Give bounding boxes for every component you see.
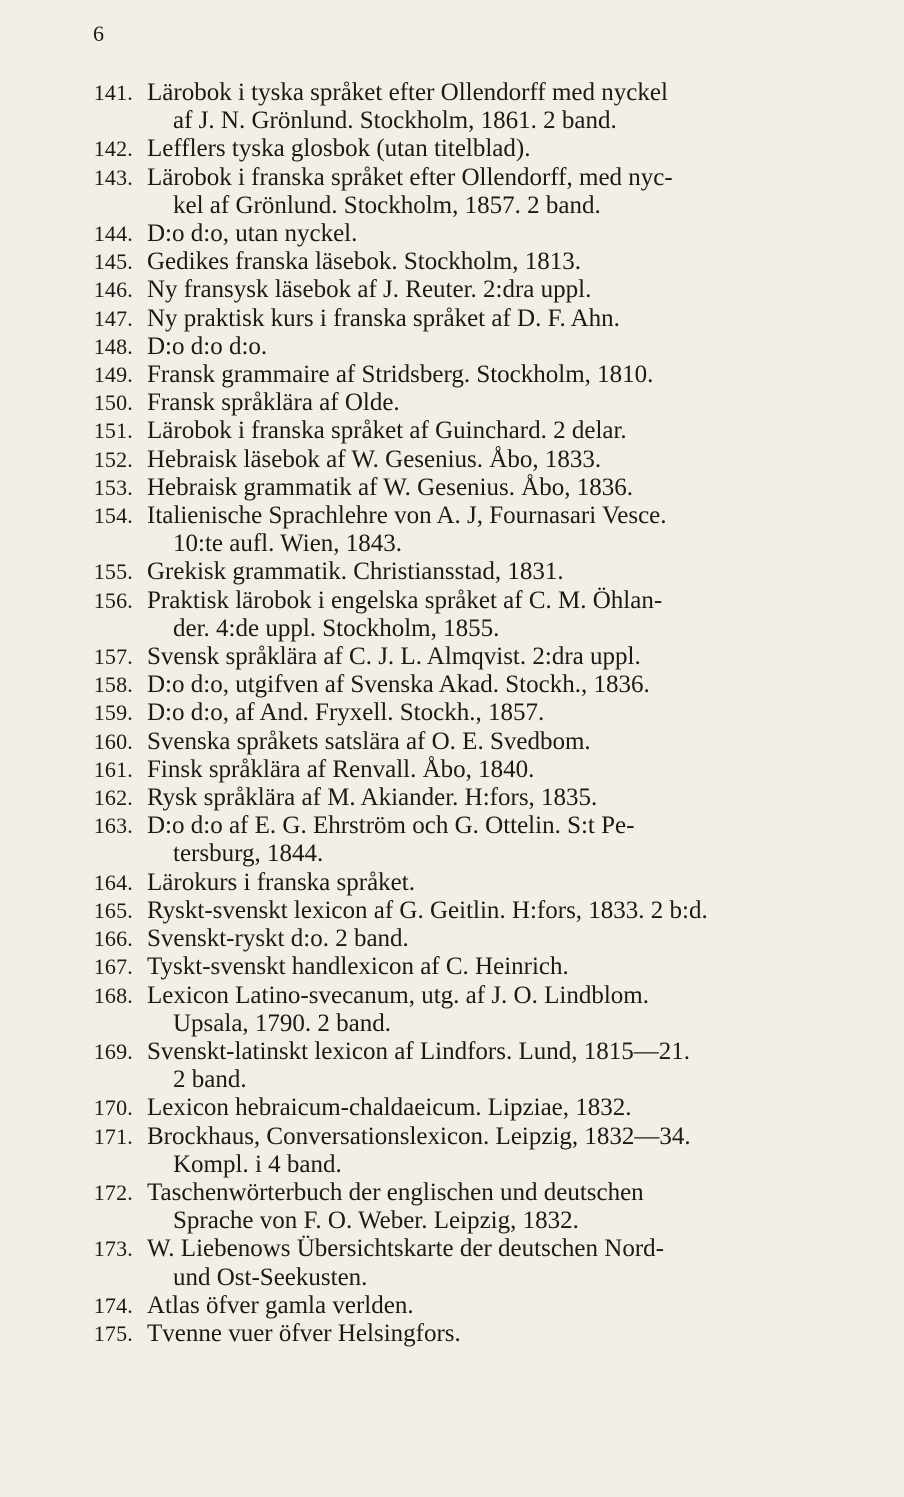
catalog-entry [68, 671, 828, 699]
entry-number: 156. [93, 587, 133, 613]
entry-line: Praktisk lärobok i engelska språket af C. M. Öhlan- [147, 586, 663, 614]
catalog-entry [68, 248, 828, 276]
catalog-entry [68, 79, 828, 135]
entry-number: 170. [93, 1095, 133, 1121]
entry-text [147, 446, 828, 474]
entry-line: Rysk språklära af M. Akiander. H:fors, 1835. [147, 784, 598, 812]
entry-line: Lefflers tyska glosbok (utan titelblad). [147, 135, 531, 163]
entry-number: 160. [93, 728, 133, 754]
entry-number: 163. [93, 813, 133, 839]
entry-text [147, 79, 828, 135]
entry-line: D:o d:o, af And. Fryxell. Stockh., 1857. [147, 699, 545, 727]
entry-line: Brockhaus, Conversationslexicon. Leipzig, 1832—34. [147, 1122, 691, 1150]
entry-text [147, 276, 828, 304]
catalog-entry [68, 276, 828, 304]
entry-text [147, 474, 828, 502]
catalog-entry [68, 1320, 828, 1348]
catalog-entry [68, 1292, 828, 1320]
entry-number: 145. [93, 249, 133, 275]
entry-continuation-line: tersburg, 1844. [173, 840, 324, 868]
entry-continuation-line: Sprache von F. O. Weber. Leipzig, 1832. [173, 1207, 579, 1235]
entry-line: Fransk grammaire af Stridsberg. Stockholm, 1810. [147, 361, 654, 389]
catalog-entry [68, 1038, 828, 1094]
entry-line: Italienische Sprachlehre von A. J, Fournasari Vesce. [147, 502, 667, 530]
entry-line: Finsk språklära af Renvall. Åbo, 1840. [147, 755, 535, 783]
catalog-entry [68, 164, 828, 220]
entry-continuation-line: af J. N. Grönlund. Stockholm, 1861. 2 band. [173, 107, 617, 135]
entry-number: 175. [93, 1320, 133, 1346]
entry-text [147, 1235, 828, 1291]
entry-text [147, 1038, 828, 1094]
entry-line: Grekisk grammatik. Christiansstad, 1831. [147, 558, 564, 586]
entry-line: Hebraisk läsebok af W. Gesenius. Åbo, 1833. [147, 445, 602, 473]
entry-number: 162. [93, 785, 133, 811]
catalog-entry [68, 643, 828, 671]
entry-text [147, 135, 828, 163]
entry-number: 171. [93, 1123, 133, 1149]
entry-text [147, 361, 828, 389]
entry-number: 158. [93, 672, 133, 698]
entry-line: Lexicon Latino-svecanum, utg. af J. O. Lindblom. [147, 981, 649, 1009]
entry-line: D:o d:o af E. G. Ehrström och G. Ottelin. S:t Pe- [147, 812, 635, 840]
entry-number: 144. [93, 221, 133, 247]
entry-number: 167. [93, 954, 133, 980]
entry-number: 142. [93, 136, 133, 162]
catalog-entry [68, 135, 828, 163]
entry-number: 173. [93, 1236, 133, 1262]
entry-text [147, 164, 828, 220]
catalog-entry [68, 474, 828, 502]
entry-continuation-line: kel af Grönlund. Stockholm, 1857. 2 band. [173, 191, 601, 219]
entry-text [147, 220, 828, 248]
entry-continuation-line: 10:te aufl. Wien, 1843. [173, 530, 403, 558]
entry-number: 149. [93, 362, 133, 388]
entry-text [147, 502, 828, 558]
entry-number: 161. [93, 756, 133, 782]
catalog-entry [68, 333, 828, 361]
entry-line: Lärobok i franska språket af Guinchard. 2 delar. [147, 417, 627, 445]
entry-text [147, 869, 828, 897]
entry-line: Lexicon hebraicum-chaldaeicum. Lipziae, 1832. [147, 1094, 632, 1122]
entry-text [147, 389, 828, 417]
entry-text [147, 699, 828, 727]
entry-text [147, 248, 828, 276]
catalog-entry [68, 756, 828, 784]
entry-number: 157. [93, 644, 133, 670]
entry-number: 168. [93, 982, 133, 1008]
entry-number: 150. [93, 390, 133, 416]
entry-text [147, 784, 828, 812]
entry-text [147, 756, 828, 784]
catalog-entry [68, 897, 828, 925]
catalog-entry [68, 1179, 828, 1235]
entry-text [147, 643, 828, 671]
catalog-entry [68, 925, 828, 953]
entry-line: Ny fransysk läsebok af J. Reuter. 2:dra uppl. [147, 276, 592, 304]
entry-text [147, 1292, 828, 1320]
entry-text [147, 982, 828, 1038]
catalog-entry [68, 305, 828, 333]
catalog-entry [68, 953, 828, 981]
entry-line: Fransk språklära af Olde. [147, 389, 400, 417]
catalog-entry [68, 699, 828, 727]
entry-continuation-line: 2 band. [173, 1066, 247, 1094]
entry-line: D:o d:o, utan nyckel. [147, 220, 358, 248]
entry-line: Svenskt-ryskt d:o. 2 band. [147, 925, 409, 953]
entry-number: 147. [93, 305, 133, 331]
entry-line: W. Liebenows Übersichtskarte der deutschen Nord- [147, 1235, 664, 1263]
entry-number: 154. [93, 503, 133, 529]
entry-line: D:o d:o d:o. [147, 332, 268, 360]
catalog-entry [68, 361, 828, 389]
entry-number: 152. [93, 446, 133, 472]
entry-number: 166. [93, 926, 133, 952]
entry-number: 153. [93, 474, 133, 500]
entry-continuation-line: der. 4:de uppl. Stockholm, 1855. [173, 614, 500, 642]
entry-number: 151. [93, 418, 133, 444]
entry-number: 155. [93, 559, 133, 585]
catalog-entry [68, 417, 828, 445]
entry-number: 172. [93, 1179, 133, 1205]
entry-text [147, 417, 828, 445]
catalog-entry [68, 389, 828, 417]
entry-line: Tyskt-svenskt handlexicon af C. Heinrich. [147, 953, 569, 981]
entry-line: Tvenne vuer öfver Helsingfors. [147, 1319, 461, 1347]
entry-line: Taschenwörterbuch der englischen und deutschen [147, 1178, 644, 1206]
entry-number: 164. [93, 869, 133, 895]
entry-text [147, 1094, 828, 1122]
catalog-entry [68, 220, 828, 248]
catalog-entry [68, 812, 828, 868]
catalog-entry [68, 728, 828, 756]
entry-line: Hebraisk grammatik af W. Gesenius. Åbo, 1836. [147, 473, 634, 501]
catalog-entry [68, 502, 828, 558]
entry-line: Lärobok i franska språket efter Ollendorff, med nyc- [147, 163, 673, 191]
entry-line: Svensk språklära af C. J. L. Almqvist. 2:dra uppl. [147, 643, 641, 671]
entry-line: Atlas öfver gamla verlden. [147, 1291, 414, 1319]
entry-number: 169. [93, 1038, 133, 1064]
catalog-entry [68, 558, 828, 586]
entry-text [147, 1320, 828, 1348]
entry-line: Svenskt-latinskt lexicon af Lindfors. Lund, 1815—21. [147, 1037, 690, 1065]
entry-line: D:o d:o, utgifven af Svenska Akad. Stockh., 1836. [147, 671, 650, 699]
entry-number: 165. [93, 897, 133, 923]
entry-text [147, 897, 828, 925]
catalog-list [68, 79, 828, 1348]
entry-continuation-line: Kompl. i 4 band. [173, 1150, 342, 1178]
catalog-entry [68, 1123, 828, 1179]
catalog-entry [68, 869, 828, 897]
entry-line: Lärobok i tyska språket efter Ollendorff med nyckel [147, 79, 668, 106]
catalog-entry [68, 446, 828, 474]
catalog-entry [68, 587, 828, 643]
entry-text [147, 812, 828, 868]
entry-text [147, 587, 828, 643]
entry-text [147, 728, 828, 756]
entry-text [147, 925, 828, 953]
catalog-entry [68, 1235, 828, 1291]
entry-line: Ryskt-svenskt lexicon af G. Geitlin. H:fors, 1833. 2 b:d. [147, 896, 708, 924]
entry-number: 146. [93, 277, 133, 303]
entry-text [147, 305, 828, 333]
entry-text [147, 1179, 828, 1235]
entry-line: Ny praktisk kurs i franska språket af D. F. Ahn. [147, 304, 620, 332]
catalog-entry [68, 1094, 828, 1122]
entry-text [147, 558, 828, 586]
entry-number: 174. [93, 1292, 133, 1318]
entry-line: Lärokurs i franska språket. [147, 868, 415, 896]
entry-line: Gedikes franska läsebok. Stockholm, 1813. [147, 248, 581, 276]
entry-number: 143. [93, 164, 133, 190]
entry-number: 141. [93, 80, 133, 105]
entry-text [147, 1123, 828, 1179]
entry-text [147, 671, 828, 699]
catalog-entry [68, 784, 828, 812]
entry-continuation-line: Upsala, 1790. 2 band. [173, 1009, 392, 1037]
page-number: 6 [93, 21, 104, 46]
entry-text [147, 953, 828, 981]
entry-continuation-line: und Ost-Seekusten. [173, 1263, 368, 1291]
entry-text [147, 333, 828, 361]
entry-line: Svenska språkets satslära af O. E. Svedbom. [147, 727, 591, 755]
catalog-entry [68, 982, 828, 1038]
entry-number: 148. [93, 333, 133, 359]
entry-number: 159. [93, 700, 133, 726]
